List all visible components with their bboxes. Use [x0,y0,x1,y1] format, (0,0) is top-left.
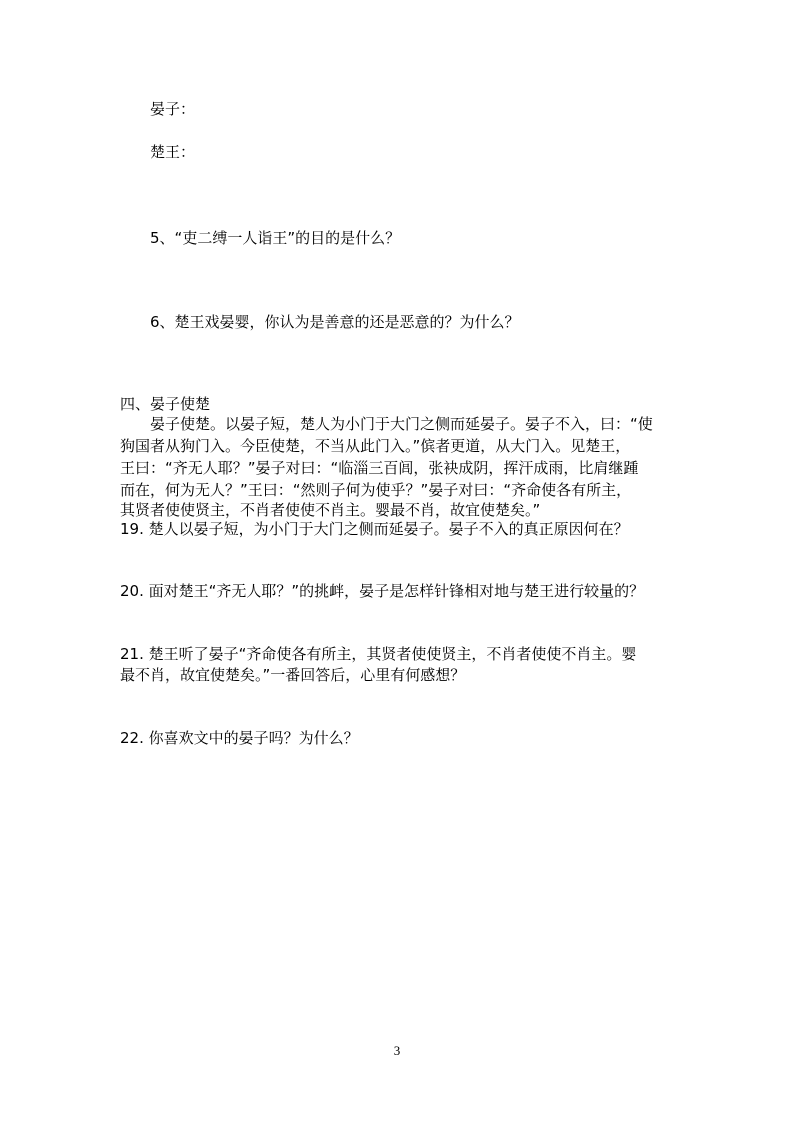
passage-line: 王曰：“齐无人耶？”晏子对曰：“临淄三百闾，张袂成阴，挥汗成雨，比肩继踵 [120,459,639,477]
question-5: 5、“吏二缚一人诣王”的目的是什么？ [150,229,401,247]
passage-line: 晏子使楚。以晏子短，楚人为小门于大门之侧而延晏子。晏子不入，曰：“使 [150,415,653,433]
section-heading: 四、晏子使楚 [120,395,211,413]
question-22: 22. 你喜欢文中的晏子吗？为什么？ [120,729,359,747]
page-number: 3 [393,1043,401,1058]
dialog-yanzi-label: 晏子： [150,100,196,118]
question-6: 6、楚王戏晏婴，你认为是善意的还是恶意的？为什么？ [150,313,520,331]
passage-line: 狗国者从狗门入。今臣使楚，不当从此门入。”傧者更道，从大门入。见楚王， [120,437,631,455]
question-19: 19. 楚人以晏子短，为小门于大门之侧而延晏子。晏子不入的真正原因何在？ [120,520,629,538]
passage-line: 其贤者使使贤主，不肖者使使不肖主。婴最不肖，故宜使楚矣。” [120,501,541,519]
question-21-line-1: 21. 楚王听了晏子“齐命使各有所主，其贤者使使贤主，不肖者使使不肖主。婴 [120,645,637,663]
question-20: 20. 面对楚王“齐无人耶？”的挑衅，晏子是怎样针锋相对地与楚王进行较量的？ [120,582,645,600]
passage-line: 而在，何为无人？”王曰：“然则子何为使乎？”晏子对曰：“齐命使各有所主， [120,481,632,499]
question-21-line-2: 最不肖，故宜使楚矣。”一番回答后，心里有何感想？ [120,666,466,684]
dialog-chuwang-label: 楚王： [150,143,196,161]
